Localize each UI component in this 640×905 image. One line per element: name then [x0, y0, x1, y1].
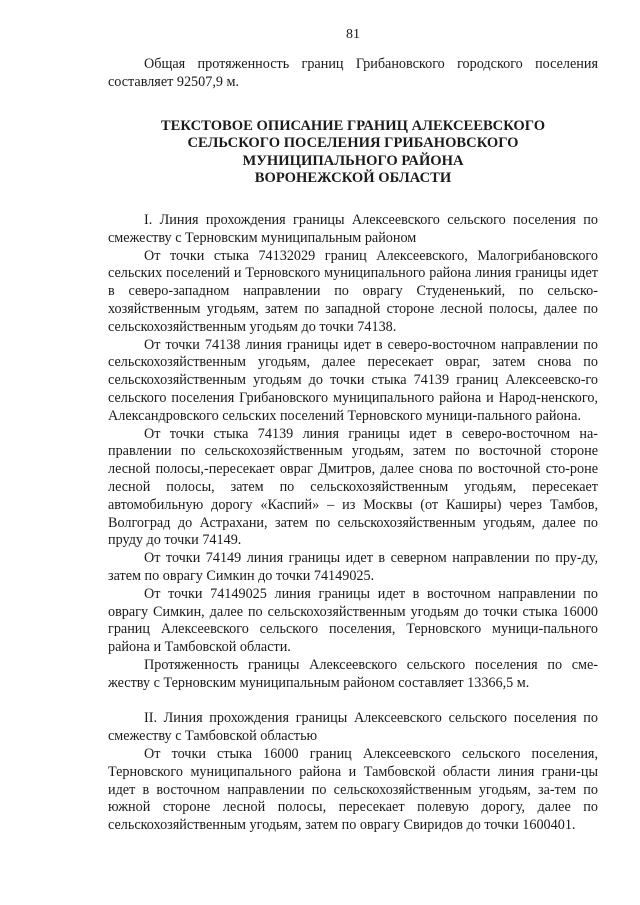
- page-number: 81: [346, 27, 360, 42]
- section-paragraph: От точки стыка 16000 границ Алексеевского сельского поселения, Терновского муниципального района и Тамбовской области линия грани-цы идет в восточном направлении по сельскохозяйственным угодьям, за-тем по южной стороне лесной полосы, пересекает полевую дорогу, далее по сельскохозяйственным угодьям, затем по оврагу Свиридов до точки 1600401.: [108, 746, 598, 834]
- intro-paragraph: Общая протяженность границ Грибановского городского поселения составляет 92507,9 м.: [108, 56, 598, 90]
- section-heading: II. Линия прохождения границы Алексеевского сельского поселения по смежеству с Тамбовской областью: [108, 710, 598, 745]
- document-title: [108, 118, 598, 188]
- section-1: [108, 212, 598, 693]
- section-divider: [108, 692, 598, 710]
- section-paragraph: От точки 74149 линия границы идет в северном направлении по пру-ду, затем по оврагу Симкин до точки 74149025.: [108, 550, 598, 584]
- section-2: [108, 710, 598, 835]
- section-paragraph: От точки 74149025 линия границы идет в восточном направлении по оврагу Симкин, далее по сельскохозяйственным угодьям до точки стыка 16000 границ Алексеевского сельского поселения, Терновского муници-пального района и Тамбовской области.: [108, 585, 598, 656]
- section-paragraph: От точки 74138 линия границы идет в северо-восточном направлении по сельскохозяйственным угодьям, далее пересекает овраг, затем снова по сельскохозяйственным угодьям до точки стыка 74139 границ Алексеевско-го сельского поселения Грибановского муниципального района и Народ-ненского, Александровского сельских поселений Терновского муници-пального района.: [108, 336, 598, 424]
- section-paragraph: От точки стыка 74132029 границ Алексеевского, Малогрибановского сельских поселений и Терновского муниципального района линия границы идет в северо-западном направлении по оврагу Студененький, по сельско-хозяйственным угодьям, затем по западной стороне лесной полосы, далее по сельскохозяйственным угодьям до точки 74138.: [108, 247, 598, 335]
- title-line: ВОРОНЕЖСКОЙ ОБЛАСТИ: [254, 170, 452, 187]
- title-line: ТЕКСТОВОЕ ОПИСАНИЕ ГРАНИЦ АЛЕКСЕЕВСКОГО: [160, 117, 546, 134]
- section-paragraph: Протяженность границы Алексеевского сельского поселения по сме-жеству с Терновским муниципальным районом составляет 13366,5 м.: [108, 656, 598, 691]
- title-line: СЕЛЬСКОГО ПОСЕЛЕНИЯ ГРИБАНОВСКОГО: [187, 135, 519, 152]
- section-heading: I. Линия прохождения границы Алексеевского сельского поселения по смежеству с Терновским муниципальным районом: [108, 211, 598, 246]
- section-paragraph: От точки стыка 74139 линия границы идет в северо-восточном на-правлении по сельскохозяйственным угодьям, затем по восточной стороне лесной полосы,-пересекает овраг Дмитров, далее снова по восточной сто-роне лесной полосы, затем по сельскохозяйственным угодьям, пересекает автомобильную дорогу «Каспий» – из Москвы (от Каширы) через Тамбов, Волгоград до Астрахани, затем по сельскохозяйственным угодьям, далее по пруду до точки 74149.: [108, 425, 598, 549]
- title-line: МУНИЦИПАЛЬНОГО РАЙОНА: [242, 152, 464, 169]
